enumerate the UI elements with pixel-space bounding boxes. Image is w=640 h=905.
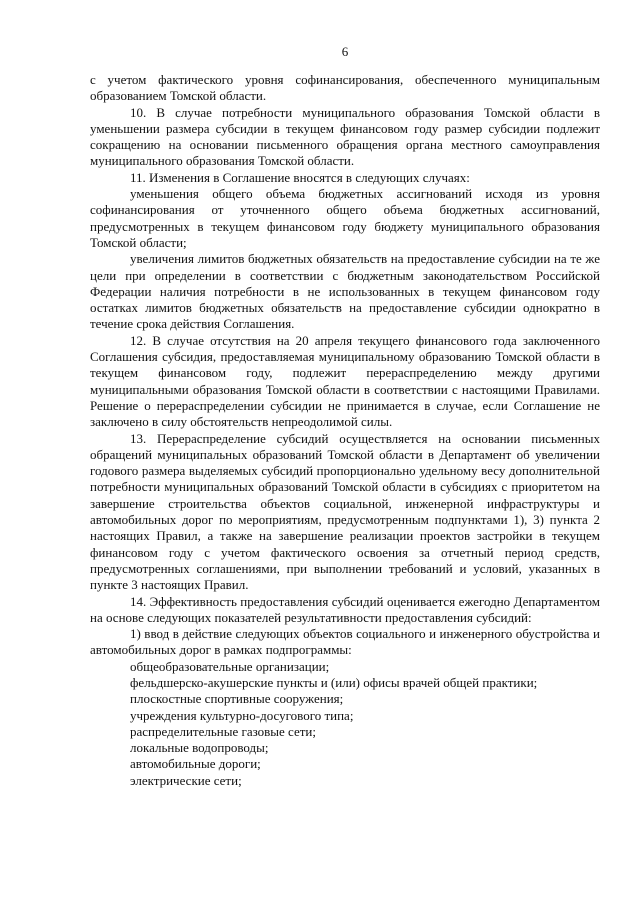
list-item: локальные водопроводы;: [130, 740, 269, 756]
list-item: плоскостные спортивные сооружения;: [130, 691, 344, 707]
list-item: автомобильные дороги;: [130, 756, 261, 772]
list-item: электрические сети;: [130, 772, 242, 788]
paragraph: 10. В случае потребности муниципального образования Томской области в уменьшении размера субсидии в текущем финансовом году размер субсидии подлежит сокращению на основании письменного обращения органа местного самоуправления муниципального образования Томской области.: [90, 104, 600, 169]
list-item: общеобразовательные организации;: [130, 658, 330, 674]
paragraph: с учетом фактического уровня софинансирования, обеспеченного муниципальным образованием Томской области.: [90, 72, 600, 104]
document-body: [90, 72, 600, 789]
paragraph: 12. В случае отсутствия на 20 апреля текущего финансового года заключенного Соглашения субсидия, предоставляемая муниципальному образованию Томской области в текущем финансовом году, подлежит перераспределению между другими муниципальными образования Томской области в соответствии с настоящими Правилами. Решение о перераспределении субсидии не принимается в случае, если Соглашение не заключено в силу обстоятельств непреодолимой силы.: [90, 332, 600, 430]
page-number: 6: [341, 44, 349, 59]
paragraph: увеличения лимитов бюджетных обязательств на предоставление субсидии на те же цели при определении в соответствии с бюджетным законодательством Российской Федерации наличия потребности в не использованных в текущем финансовом году остатках лимитов бюджетных обязательств на предоставление субсидии однократно в течение срока действия Соглашения.: [90, 251, 600, 332]
paragraph: 11. Изменения в Соглашение вносятся в следующих случаях:: [130, 169, 470, 185]
paragraph: 13. Перераспределение субсидий осуществляется на основании письменных обращений муниципальных образований Томской области в Департамент об увеличении годового размера выделяемых субсидий пропорционально удельному весу дополнительной потребности муниципальных образований Томской области в субсидиях с приоритетом на завершение строительства объектов социальной, инженерной инфраструктуры и автомобильных дорог по мероприятиям, предусмотренным подпунктами 1), 3) пункта 2 настоящих Правил, а также на завершение реализации проектов застройки в текущем финансовом году с учетом фактического освоения за отчетный период средств, предусмотренных соглашениями, при выполнении требований и условий, указанных в пункте 3 настоящих Правил.: [90, 430, 600, 593]
list-item: учреждения культурно-досугового типа;: [130, 707, 354, 723]
paragraph: 14. Эффективность предоставления субсидий оценивается ежегодно Департаментом на основе следующих показателей результативности предоставления субсидий:: [90, 593, 600, 625]
list-item: распределительные газовые сети;: [130, 723, 317, 739]
paragraph: уменьшения общего объема бюджетных ассигнований исходя из уровня софинансирования от уточненного общего объема бюджетных ассигнований, предусмотренных в текущем финансовом году бюджету муниципального образования Томской области;: [90, 186, 600, 250]
paragraph: 1) ввод в действие следующих объектов социального и инженерного обустройства и автомобильных дорог в рамках подпрограммы:: [90, 626, 600, 658]
list-item: фельдшерско-акушерские пункты и (или) офисы врачей общей практики;: [130, 674, 538, 690]
